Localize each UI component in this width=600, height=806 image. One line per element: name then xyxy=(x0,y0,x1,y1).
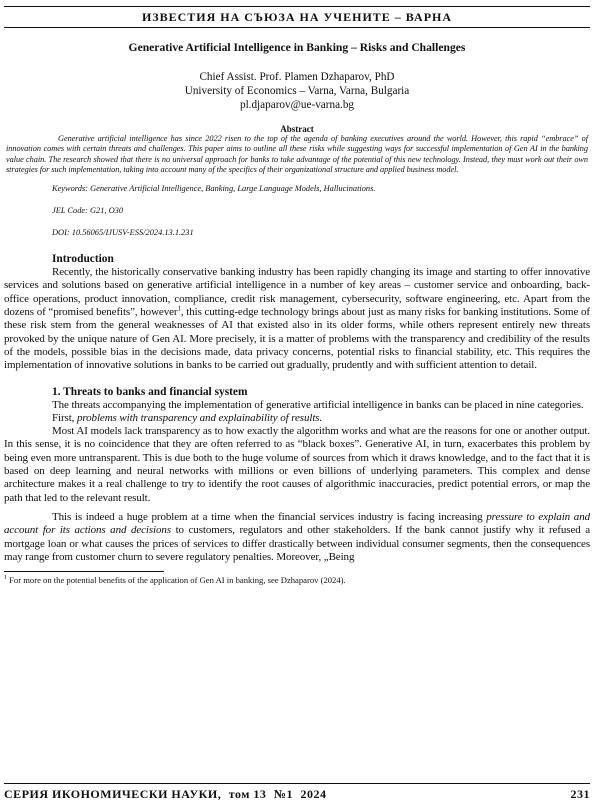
author-block xyxy=(4,70,590,112)
section-1-paragraph-4 xyxy=(4,511,590,564)
footnote xyxy=(4,575,590,586)
footnote-text: For more on the potential benefits of the application of Gen AI in banking, see Dzhaparov (2024). xyxy=(7,575,346,586)
author-name: Chief Assist. Prof. Plamen Dzhaparov, PhD xyxy=(199,71,395,83)
footer-volume: том 13 xyxy=(228,787,267,801)
first-label: First, xyxy=(52,411,77,424)
doi: DOI: 10.56065/IJUSV-ESS/2024.13.1.231 xyxy=(52,228,194,238)
p4-text-b: to customers, regulators and other stakeholders. If the bank cannot justify why it refused a mortgage loan or what causes the prices of services to differ drastically between individual consumer segments, then the consequences may range from customer churn to severe regulatory penalties. Moreover, „Being xyxy=(4,524,590,563)
introduction-heading: Introduction xyxy=(52,253,114,266)
section-1-paragraph-2 xyxy=(4,412,590,425)
p4-emphasis: pressure to explain and account for its actions and decisions xyxy=(4,510,590,537)
author-affiliation: University of Economics – Varna, Varna, Bulgaria xyxy=(184,85,410,97)
abstract-heading: Abstract xyxy=(280,124,314,134)
jel-code: JEL Code: G21, O30 xyxy=(52,206,124,216)
introduction-paragraph xyxy=(4,266,590,372)
running-header: ИЗВЕСТИЯ НА СЪЮЗА НА УЧЕНИТЕ – ВАРНА xyxy=(4,6,590,28)
footnote-divider xyxy=(4,571,164,572)
footer-year: 2024 xyxy=(300,787,327,801)
footnote-marker: 1 xyxy=(4,575,7,582)
page-number: 231 xyxy=(570,787,590,801)
footnote-ref: 1 xyxy=(177,304,181,313)
running-footer xyxy=(4,783,590,802)
section-1-heading: 1. Threats to banks and financial system xyxy=(52,385,248,398)
section-1-paragraph-3: Most AI models lack transparency as to how exactly the algorithm works and what are the reasons for one or another output. In this sense, it is no coincidence that they are often referred to as “black boxes”. Generative AI, in turn, exacerbates this problem by being even more untransparent. This is due both to the huge volume of sources from which it draws knowledge, and to the fact that it is based on deep learning and neural networks with millions or even billions of underlying parameters. This complex and dense architecture makes it a real challenge to try to identify the root causes of algorithmic inaccuracies, predict potential errors, or map the path that led to the relevant result. xyxy=(4,425,590,504)
first-threat-title: problems with transparency and explainability of results. xyxy=(76,411,323,424)
p4-text-a: This is indeed a huge problem at a time when the financial services industry is facing increasing xyxy=(52,510,487,523)
section-1-paragraph-1: The threats accompanying the implementation of generative artificial intelligence in banks can be placed in nine categories. xyxy=(52,398,584,411)
abstract-text: Generative artificial intelligence has since 2022 risen to the top of the agenda of banking executives around the world. However, this rapid “embrace” of innovation comes with certain threats and challenges. This paper aims to outline all these risks while suggesting ways for successful implementation of Gen AI in the banking value chain. The research showed that there is no universal approach for banks to take advantage of the potential of this new technology. Instead, they must work out their own strategies for such implementation, taking into account many of the specifics of their organizational structure and applied business model. xyxy=(6,134,588,174)
intro-text-b: , this cutting-edge technology brings about just as many risks for banking institutions. Some of these risk stem from the general weaknesses of AI that existed also in its older forms, while others represent entirely new threats provoked by the unique nature of Gen AI. More precisely, it is a matter of problems with the transparency and credibility of the results of the models, possible bias in the decisions made, data privacy concerns, potential risks to financial stability, etc. This requires the implementation of innovative solutions in banks to be carried out gradually, prudently and with sufficient attention to detail. xyxy=(4,306,590,372)
footer-series: СЕРИЯ ИКОНОМИЧЕСКИ НАУКИ, xyxy=(4,787,222,801)
intro-text-a: Recently, the historically conservative banking industry has been rapidly changing its image and starting to offer innovative services and solutions based on generative artificial intelligence in a number of key areas – customer service and onboarding, back-office operations, product innovation, compliance, credit risk management, cybersecurity, software engineering, etc. Apart from the dozens of “promised benefits”, however xyxy=(4,266,590,319)
journal-page xyxy=(0,6,600,806)
footer-issue: №1 xyxy=(273,787,293,801)
keywords: Keywords: Generative Artificial Intelligence, Banking, Large Language Models, Hallucinations. xyxy=(52,184,376,194)
article-title: Generative Artificial Intelligence in Banking – Risks and Challenges xyxy=(128,41,466,54)
author-email: pl.djaparov@ue-varna.bg xyxy=(239,99,355,111)
